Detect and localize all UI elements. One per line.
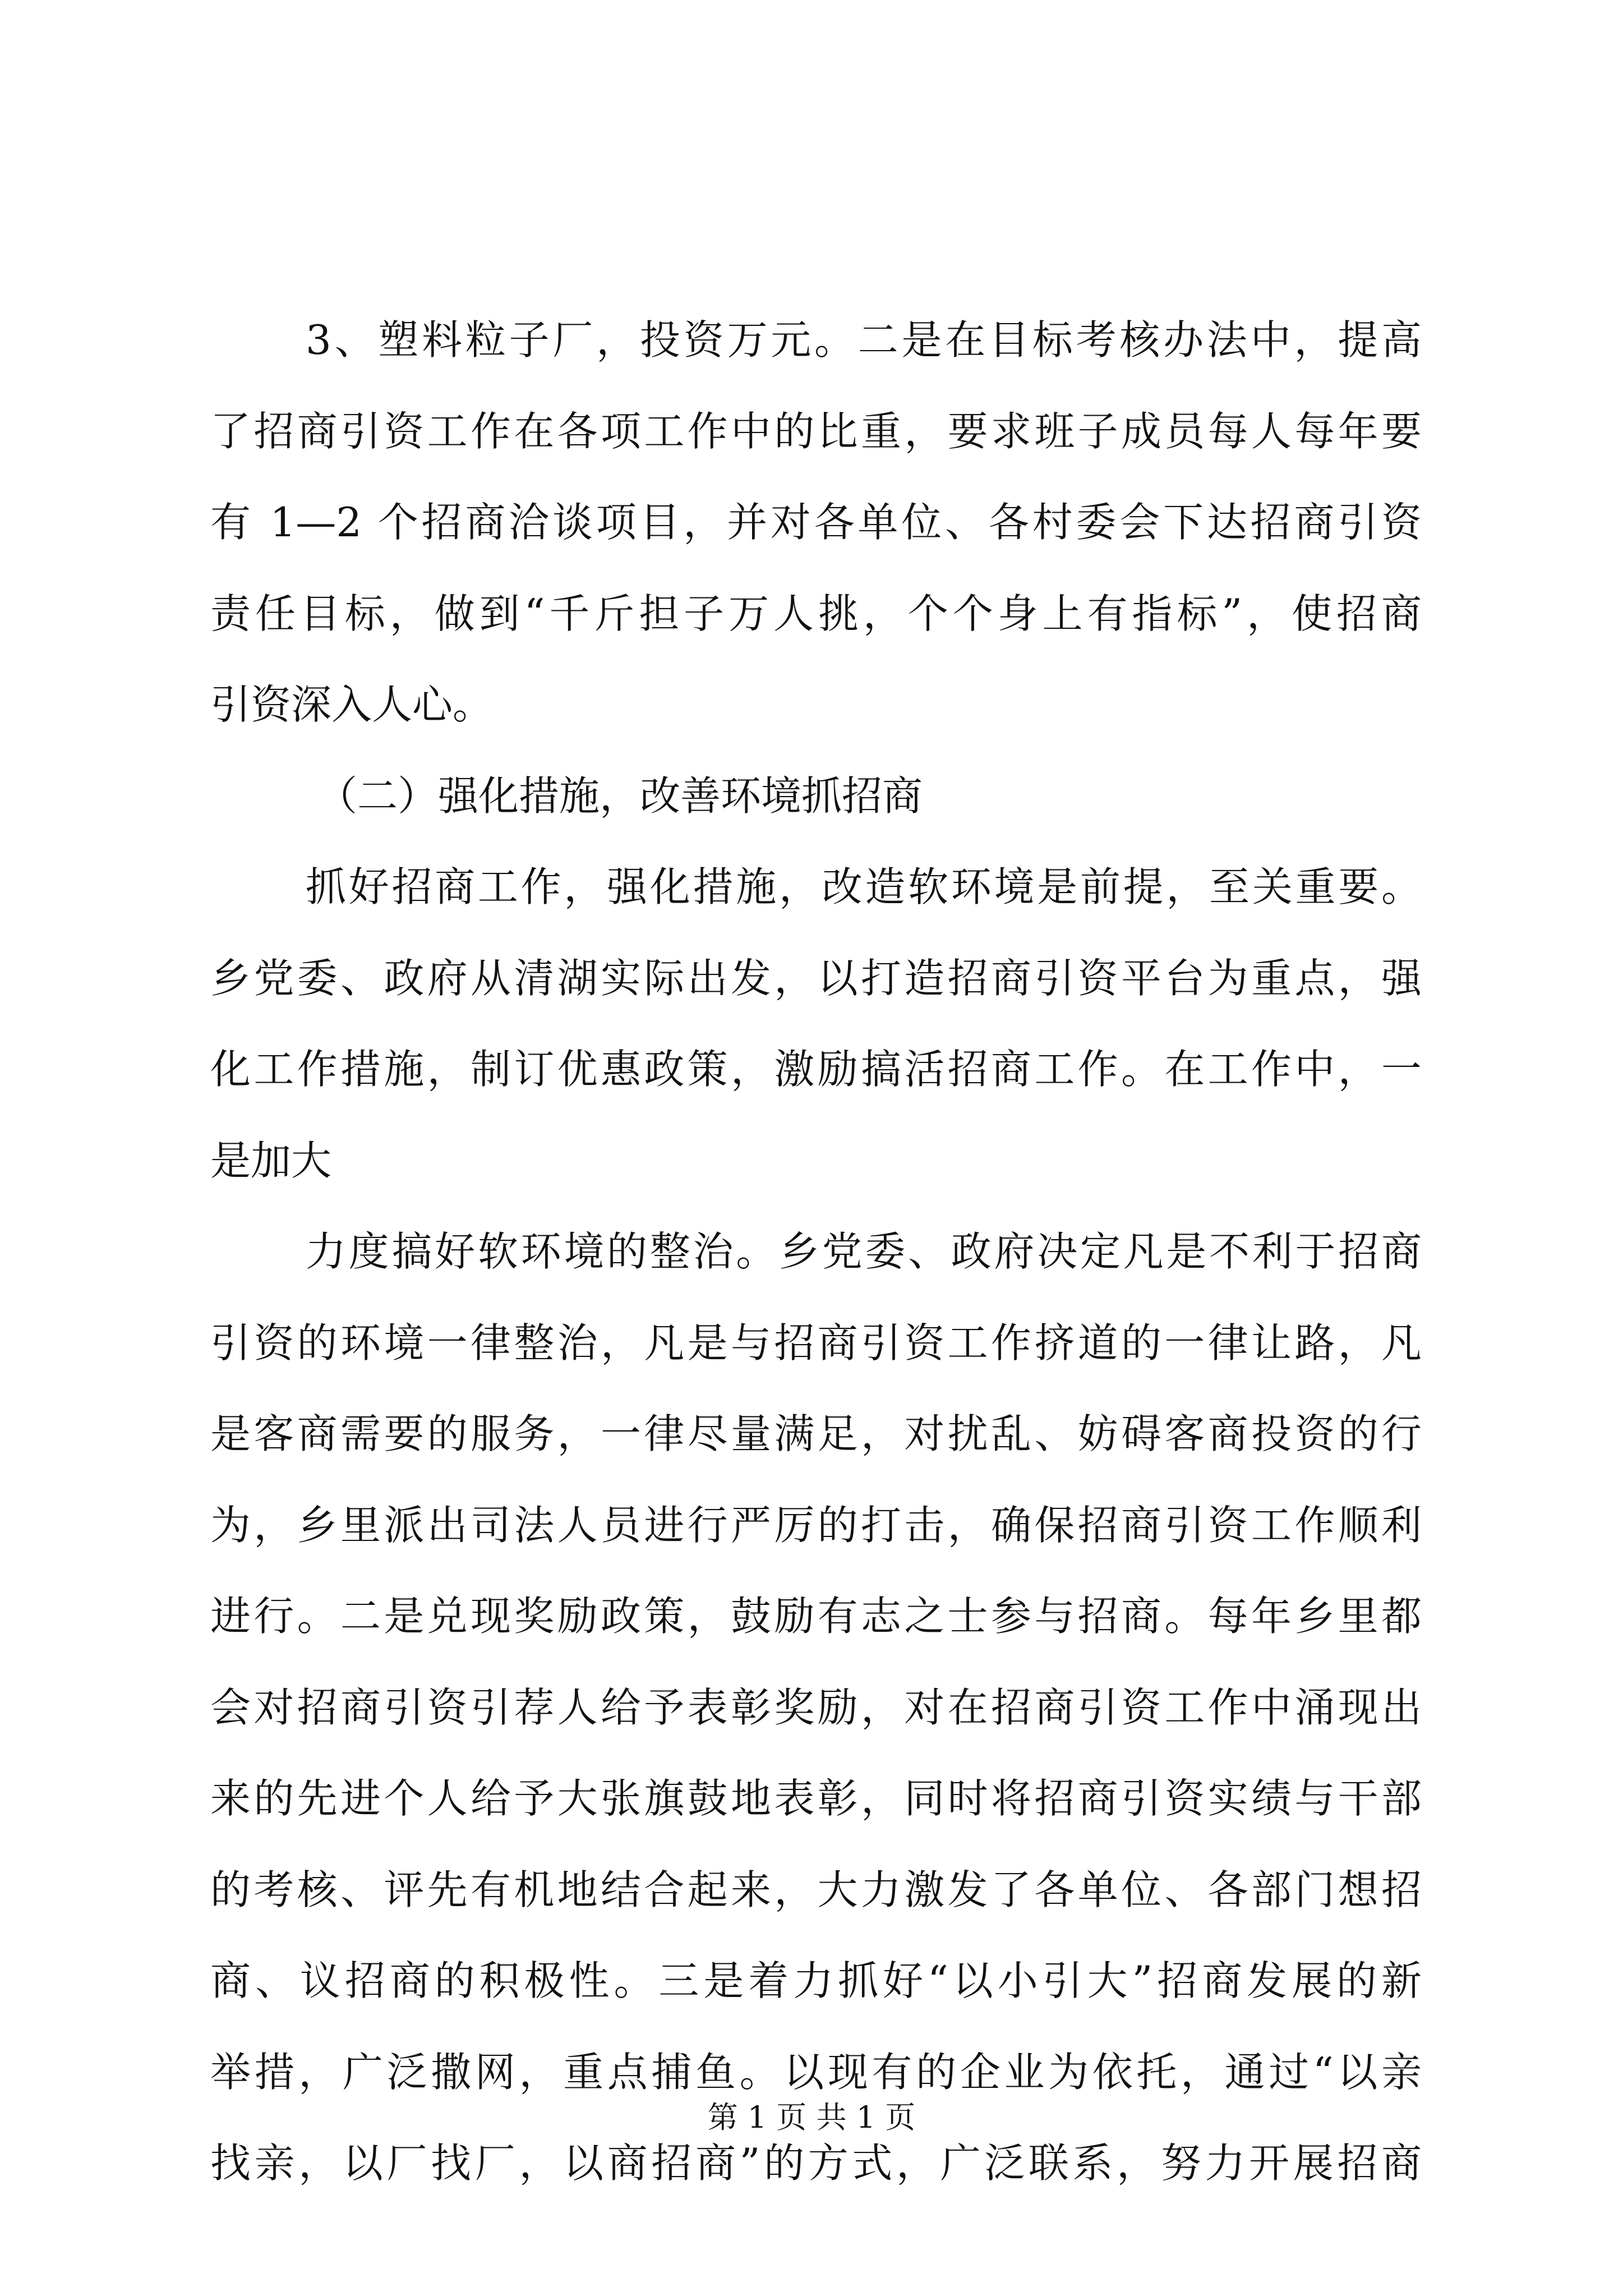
page-footer: 第 1 页 共 1 页 <box>707 2100 916 2135</box>
paragraph-line: 会对招商引资引荐人给予表彰奖励，对在招商引资工作中涌现出 <box>210 1683 1422 1731</box>
document-body <box>210 295 1422 2209</box>
paragraph-line: 进行。二是兑现奖励政策，鼓励有志之士参与招商。每年乡里都 <box>210 1593 1422 1640</box>
paragraph-line: 力度搞好软环境的整治。乡党委、政府决定凡是不利于招商 <box>306 1228 1422 1275</box>
paragraph-line: 乡党委、政府从清湖实际出发，以打造招商引资平台为重点，强 <box>210 954 1422 1002</box>
paragraph-line: 引资的环境一律整治，凡是与招商引资工作挤道的一律让路，凡 <box>210 1319 1422 1366</box>
paragraph-line: 有 1—2 个招商洽谈项目，并对各单位、各村委会下达招商引资 <box>210 499 1422 546</box>
paragraph-line: 举措，广泛撒网，重点捕鱼。以现有的企业为依托，通过“以亲 <box>210 2048 1422 2096</box>
paragraph-line: 3、塑料粒子厂，投资万元。二是在目标考核办法中，提高 <box>306 316 1422 364</box>
paragraph-line: 是加大 <box>210 1137 332 1184</box>
paragraph-line: 商、议招商的积极性。三是着力抓好“以小引大”招商发展的新 <box>210 1957 1422 2004</box>
paragraph-line: 了招商引资工作在各项工作中的比重，要求班子成员每人每年要 <box>210 407 1422 455</box>
paragraph-line: 找亲，以厂找厂，以商招商”的方式，广泛联系，努力开展招商 <box>210 2139 1422 2187</box>
paragraph-line: 的考核、评先有机地结合起来，大力激发了各单位、各部门想招 <box>210 1866 1422 1913</box>
paragraph-line: 引资深入人心。 <box>210 681 494 728</box>
paragraph-line: 责任目标，做到“千斤担子万人挑，个个身上有指标”，使招商 <box>210 590 1422 637</box>
paragraph-line: 抓好招商工作，强化措施，改造软环境是前提，至关重要。 <box>306 863 1422 910</box>
paragraph-line: 为，乡里派出司法人员进行严厉的打击，确保招商引资工作顺利 <box>210 1501 1422 1549</box>
section-heading: （二）强化措施，改善环境抓招商 <box>317 772 923 820</box>
paragraph-line: 化工作措施，制订优惠政策，激励搞活招商工作。在工作中，一 <box>210 1046 1422 1093</box>
paragraph-line: 是客商需要的服务，一律尽量满足，对扰乱、妨碍客商投资的行 <box>210 1410 1422 1457</box>
paragraph-line: 来的先进个人给予大张旗鼓地表彰，同时将招商引资实绩与干部 <box>210 1775 1422 1822</box>
